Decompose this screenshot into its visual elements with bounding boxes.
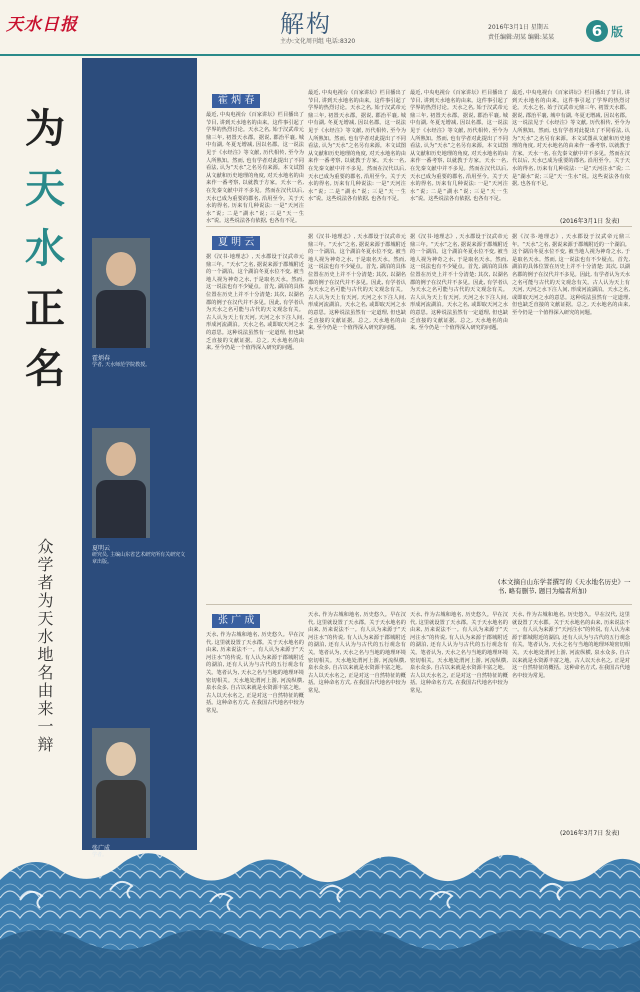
editor-credits: 责任编辑:胡某 编辑:某某 xyxy=(488,34,554,41)
page-label: 版 xyxy=(611,25,624,39)
issue-date: 2016年3月1日 星期五 xyxy=(488,24,549,31)
article-2-col-1: 据《汉书·地理志》, 天水郡设于汉武帝元鼎三年。“天水”之名, 据说来源于郡城附近的一个湖泊。这个湖泊冬夏水位不变, 被当地人视为神奇之水, 于是取名天水。然而, 这一说法也有不少疑点。首先, 湖泊的具体位置在历史上并不十分清楚; 其次, 以湖名郡的例子在汉代并不多见。因此, 有学者认为天水之名可能与古代的天文观念有关。古人认为天上有天河, 天河之水下注人间, 形成河流湖泊。天水之名, 或即取天河之水的意思。这种说法虽然有一定道理, 但也缺乏直接的文献证据。总之, 天水地名的由来, 至今仍是一个值得深入研究的问题。 xyxy=(206,254,304,352)
author-box-2: 夏 明 云 xyxy=(212,236,260,250)
portrait-name-2: 夏明云 xyxy=(92,545,111,552)
portrait-photo-3 xyxy=(92,728,150,838)
article-3-col-3: 天水, 作为古城和地名, 历史悠久。早在汉代, 这里就设置了天水郡。关于天水地名的由来, 历来说法不一。有人认为来源于“天河注水”的传说, 有人认为来源于郡城附近的湖泊, 还有人认为与古代的五行观念有关。笔者认为, 天水之名与当地的地理环境密切相关。天水地处渭河上游, 河流纵横, 泉水众多, 自古以来就是水资源丰富之地。古人以天水名之, 正是对这一自然特征的概括。这种命名方式, 在我国古代地名中较为常见。 xyxy=(410,612,508,694)
title-char-2: 天 xyxy=(25,165,65,212)
article-1-footnote: (2016年3月1日 发表) xyxy=(560,218,620,225)
page-number-badge: 6 xyxy=(586,20,608,42)
title-char-3: 水 xyxy=(25,225,65,272)
book-source-note: (本文摘自山东学者撰写的《天水地名历史》一书, 略有删节, 题目为编者所加) xyxy=(498,578,631,595)
article-1-col-3: 最近, 中央电视台《百家讲坛》栏目播出了节目, 讲到天水地名的由来。这件事引起了学界的热烈讨论。天水之名, 始于汉武帝元鼎三年, 初置天水郡。据说, 郡治平襄, 城中有湖, 冬夏无增减, 因以名郡。这一说法见于《水经注》等文献, 历代相传, 至今为人所熟知。然而, 也有学者对此提出了不同看法, 认为“天水”之名另有来源。本文试图从文献和历史地理的角度, 对天水地名的由来作一番考察, 以就教于方家。天水一名, 在先秦文献中并不多见。然而在汉代以后, 天水已成为重要的郡名, 沿用至今。关于天水的得名, 历来有几种说法: 一是“天河注水”说; 二是“湖水”说; 三是“天一生水”说。这些说法各有依据, 也各有不足。 xyxy=(410,90,508,203)
portrait-photo-1 xyxy=(92,238,150,348)
article-1-col-2: 最近, 中央电视台《百家讲坛》栏目播出了节目, 讲到天水地名的由来。这件事引起了学界的热烈讨论。天水之名, 始于汉武帝元鼎三年, 初置天水郡。据说, 郡治平襄, 城中有湖, 冬夏无增减, 因以名郡。这一说法见于《水经注》等文献, 历代相传, 至今为人所熟知。然而, 也有学者对此提出了不同看法, 认为“天水”之名另有来源。本文试图从文献和历史地理的角度, 对天水地名的由来作一番考察, 以就教于方家。天水一名, 在先秦文献中并不多见。然而在汉代以后, 天水已成为重要的郡名, 沿用至今。关于天水的得名, 历来有几种说法: 一是“天河注水”说; 二是“湖水”说; 三是“天一生水”说。这些说法各有依据, 也各有不足。 xyxy=(308,90,406,203)
portrait-name-3: 张广成 xyxy=(92,845,111,852)
article-1-col-4: 最近, 中央电视台《百家讲坛》栏目播出了节目, 讲到天水地名的由来。这件事引起了学界的热烈讨论。天水之名, 始于汉武帝元鼎三年, 初置天水郡。据说, 郡治平襄, 城中有湖, 冬夏无增减, 因以名郡。这一说法见于《水经注》等文献, 历代相传, 至今为人所熟知。然而, 也有学者对此提出了不同看法, 认为“天水”之名另有来源。本文试图从文献和历史地理的角度, 对天水地名的由来作一番考察, 以就教于方家。天水一名, 在先秦文献中并不多见。然而在汉代以后, 天水已成为重要的郡名, 沿用至今。关于天水的得名, 历来有几种说法: 一是“天河注水”说; 二是“湖水”说; 三是“天一生水”说。这些说法各有依据, 也各有不足。 xyxy=(512,90,630,188)
main-subtitle: 众学者为天水地名由来一辩 xyxy=(35,538,54,754)
section-title: 解构 xyxy=(280,10,332,38)
portrait-desc-3: 学者。 xyxy=(92,852,108,858)
article-2-col-3: 据《汉书·地理志》, 天水郡设于汉武帝元鼎三年。“天水”之名, 据说来源于郡城附近的一个湖泊。这个湖泊冬夏水位不变, 被当地人视为神奇之水, 于是取名天水。然而, 这一说法也有不少疑点。首先, 湖泊的具体位置在历史上并不十分清楚; 其次, 以湖名郡的例子在汉代并不多见。因此, 有学者认为天水之名可能与古代的天文观念有关。古人认为天上有天河, 天河之水下注人间, 形成河流湖泊。天水之名, 或即取天河之水的意思。这种说法虽然有一定道理, 但也缺乏直接的文献证据。总之, 天水地名的由来, 至今仍是一个值得深入研究的问题。 xyxy=(410,234,508,332)
portrait-desc-2: 研究员, 主编山东省艺术研究所有关研究文章出版。 xyxy=(92,552,186,565)
article-3-col-1: 天水, 作为古城和地名, 历史悠久。早在汉代, 这里就设置了天水郡。关于天水地名的由来, 历来说法不一。有人认为来源于“天河注水”的传说, 有人认为来源于郡城附近的湖泊, 还有人认为与古代的五行观念有关。笔者认为, 天水之名与当地的地理环境密切相关。天水地处渭河上游, 河流纵横, 泉水众多, 自古以来就是水资源丰富之地。古人以天水名之, 正是对这一自然特征的概括。这种命名方式, 在我国古代地名中较为常见。 xyxy=(206,632,304,714)
portrait-photo-2 xyxy=(92,428,150,538)
section-subtitle: 主办:文化周刊组 电话:8320 xyxy=(280,38,356,45)
article-2-col-4: 据《汉书·地理志》, 天水郡设于汉武帝元鼎三年。“天水”之名, 据说来源于郡城附近的一个湖泊。这个湖泊冬夏水位不变, 被当地人视为神奇之水, 于是取名天水。然而, 这一说法也有不少疑点。首先, 湖泊的具体位置在历史上并不十分清楚; 其次, 以湖名郡的例子在汉代并不多见。因此, 有学者认为天水之名可能与古代的天文观念有关。古人认为天上有天河, 天河之水下注人间, 形成河流湖泊。天水之名, 或即取天河之水的意思。这种说法虽然有一定道理, 但也缺乏直接的文献证据。总之, 天水地名的由来, 至今仍是一个值得深入研究的问题。 xyxy=(512,234,630,316)
wave-decoration xyxy=(0,840,640,992)
article-1-col-1: 最近, 中央电视台《百家讲坛》栏目播出了节目, 讲到天水地名的由来。这件事引起了学界的热烈讨论。天水之名, 始于汉武帝元鼎三年, 初置天水郡。据说, 郡治平襄, 城中有湖, 冬夏无增减, 因以名郡。这一说法见于《水经注》等文献, 历代相传, 至今为人所熟知。然而, 也有学者对此提出了不同看法, 认为“天水”之名另有来源。本文试图从文献和历史地理的角度, 对天水地名的由来作一番考察, 以就教于方家。天水一名, 在先秦文献中并不多见。然而在汉代以后, 天水已成为重要的郡名, 沿用至今。关于天水的得名, 历来有几种说法: 一是“天河注水”说; 二是“湖水”说; 三是“天一生水”说。这些说法各有依据, 也各有不足。 xyxy=(206,112,304,225)
divider-1 xyxy=(206,226,632,227)
title-char-5: 名 xyxy=(25,345,65,392)
portrait-desc-1: 学者, 天水师范学院教授。 xyxy=(92,362,151,368)
header-rule xyxy=(0,54,640,56)
divider-2 xyxy=(206,604,632,605)
article-3-col-4: 天水, 作为古城和地名, 历史悠久。早在汉代, 这里就设置了天水郡。关于天水地名的由来, 历来说法不一。有人认为来源于“天河注水”的传说, 有人认为来源于郡城附近的湖泊, 还有人认为与古代的五行观念有关。笔者认为, 天水之名与当地的地理环境密切相关。天水地处渭河上游, 河流纵横, 泉水众多, 自古以来就是水资源丰富之地。古人以天水名之, 正是对这一自然特征的概括。这种命名方式, 在我国古代地名中较为常见。 xyxy=(512,612,630,679)
newspaper-logo: 天水日报 xyxy=(6,15,78,35)
portrait-name-1: 霍炳春 xyxy=(92,355,111,362)
title-column xyxy=(0,58,82,858)
title-char-4: 正 xyxy=(25,285,65,332)
title-char-1: 为 xyxy=(25,105,65,152)
article-3-col-2: 天水, 作为古城和地名, 历史悠久。早在汉代, 这里就设置了天水郡。关于天水地名的由来, 历来说法不一。有人认为来源于“天河注水”的传说, 有人认为来源于郡城附近的湖泊, 还有人认为与古代的五行观念有关。笔者认为, 天水之名与当地的地理环境密切相关。天水地处渭河上游, 河流纵横, 泉水众多, 自古以来就是水资源丰富之地。古人以天水名之, 正是对这一自然特征的概括。这种命名方式, 在我国古代地名中较为常见。 xyxy=(308,612,406,694)
page-header xyxy=(0,0,640,56)
article-2-col-2: 据《汉书·地理志》, 天水郡设于汉武帝元鼎三年。“天水”之名, 据说来源于郡城附近的一个湖泊。这个湖泊冬夏水位不变, 被当地人视为神奇之水, 于是取名天水。然而, 这一说法也有不少疑点。首先, 湖泊的具体位置在历史上并不十分清楚; 其次, 以湖名郡的例子在汉代并不多见。因此, 有学者认为天水之名可能与古代的天文观念有关。古人认为天上有天河, 天河之水下注人间, 形成河流湖泊。天水之名, 或即取天河之水的意思。这种说法虽然有一定道理, 但也缺乏直接的文献证据。总之, 天水地名的由来, 至今仍是一个值得深入研究的问题。 xyxy=(308,234,406,332)
author-box-1: 霍 炳 春 xyxy=(212,94,260,108)
article-3-footnote: (2016年3月7日 发表) xyxy=(560,830,620,837)
author-box-3: 张 广 成 xyxy=(212,614,260,628)
